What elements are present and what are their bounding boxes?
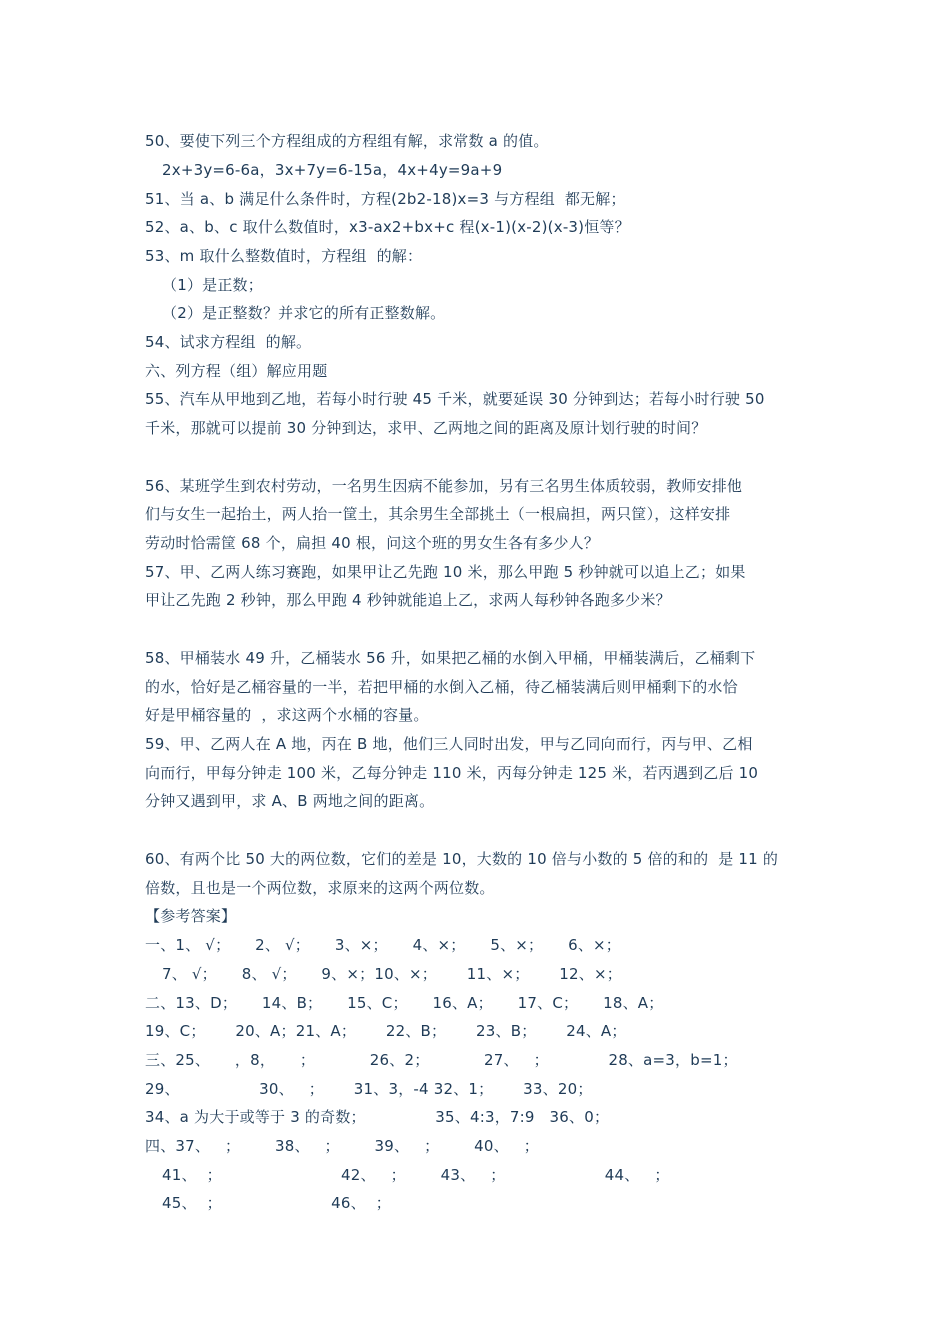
question-55-line-2: 千米，那就可以提前 30 分钟到达，求甲、乙两地之间的距离及原计划行驶的时间？ [145,419,707,437]
section-6-heading: 六、列方程（组）解应用题 [145,362,328,380]
question-53-part-1: （1）是正数； [162,276,263,294]
answers-section-4-row-2: 41、 ； 42、 ； 43、 ； 44、 ； [162,1166,670,1184]
question-56-line-2: 们与女生一起抬土，两人抬一筐土，其余男生全部挑土（一根扁担，两只筐），这样安排 [145,505,731,523]
question-50: 50、要使下列三个方程组成的方程组有解，求常数 a 的值。 [145,132,549,150]
question-54: 54、试求方程组 的解。 [145,333,312,351]
question-58-line-1: 58、甲桶装水 49 升，乙桶装水 56 升，如果把乙桶的水倒入甲桶，甲桶装满后，乙桶剩下 [145,649,756,667]
question-51: 51、当 a、b 满足什么条件时，方程(2b2-18)x=3 与方程组 都无解； [145,190,626,208]
question-56-line-3: 劳动时恰需筐 68 个，扁担 40 根，问这个班的男女生各有多少人？ [145,534,600,552]
answers-section-4-row-1: 四、37、 ； 38、 ； 39、 ； 40、 ； [145,1137,539,1155]
answers-section-2-row-1: 二、13、D； 14、B； 15、C； 16、A； 17、C； 18、A； [145,994,664,1012]
question-50-equations: 2x+3y=6-6a，3x+7y=6-15a，4x+4y=9a+9 [162,161,503,179]
question-60-line-1: 60、有两个比 50 大的两位数，它们的差是 10，大数的 10 倍与小数的 5 倍的和的 是 11 的 [145,850,779,868]
question-52: 52、a、b、c 取什么数值时，x3-ax2+bx+c 程(x-1)(x-2)(x-3)恒等？ [145,218,630,236]
answers-section-1-row-1: 一、1、 √； 2、 √； 3、×； 4、×； 5、×； 6、×； [145,936,621,954]
question-57-line-2: 甲让乙先跑 2 秒钟，那么甲跑 4 秒钟就能追上乙，求两人每秒钟各跑多少米？ [145,591,671,609]
question-59-line-2: 向而行，甲每分钟走 100 米，乙每分钟走 110 米，丙每分钟走 125 米，若丙遇到乙后 10 [145,764,759,782]
question-55-line-1: 55、汽车从甲地到乙地，若每小时行驶 45 千米，就要延误 30 分钟到达；若每小时行驶 50 [145,390,765,408]
answers-section-1-row-2: 7、 √； 8、 √； 9、×；10、×； 11、×； 12、×； [162,965,622,983]
question-59-line-3: 分钟又遇到甲，求 A、B 两地之间的距离。 [145,792,435,810]
question-57-line-1: 57、甲、乙两人练习赛跑，如果甲让乙先跑 10 米，那么甲跑 5 秒钟就可以追上乙；如果 [145,563,746,581]
question-58-line-3: 好是甲桶容量的 ，求这两个水桶的容量。 [145,706,429,724]
answers-section-3-row-3: 34、a 为大于或等于 3 的奇数； 35、4:3，7:9 36、0； [145,1108,610,1126]
question-59-line-1: 59、甲、乙两人在 A 地，丙在 B 地，他们三人同时出发，甲与乙同向而行，丙与甲、乙相 [145,735,753,753]
question-60-line-2: 倍数，且也是一个两位数，求原来的这两个两位数。 [145,879,495,897]
question-53-part-2: （2）是正整数？并求它的所有正整数解。 [162,304,446,322]
question-58-line-2: 的水，恰好是乙桶容量的一半，若把甲桶的水倒入乙桶，待乙桶装满后则甲桶剩下的水恰 [145,678,738,696]
question-56-line-1: 56、某班学生到农村劳动，一名男生因病不能参加，另有三名男生体质较弱，教师安排他 [145,477,743,495]
answers-section-3-row-2: 29、 30、 ； 31、3，-4 32、1； 33、20； [145,1080,593,1098]
answers-section-4-row-3: 45、 ； 46、 ； [162,1194,391,1212]
answers-section-3-row-1: 三、25、 ，8， ； 26、2； 27、 ； 28、a=3，b=1； [145,1051,738,1069]
answers-section-2-row-2: 19、C； 20、A；21、A； 22、B； 23、B； 24、A； [145,1022,627,1040]
answers-heading: 【参考答案】 [145,907,237,925]
question-53: 53、m 取什么整数值时，方程组 的解： [145,247,423,265]
